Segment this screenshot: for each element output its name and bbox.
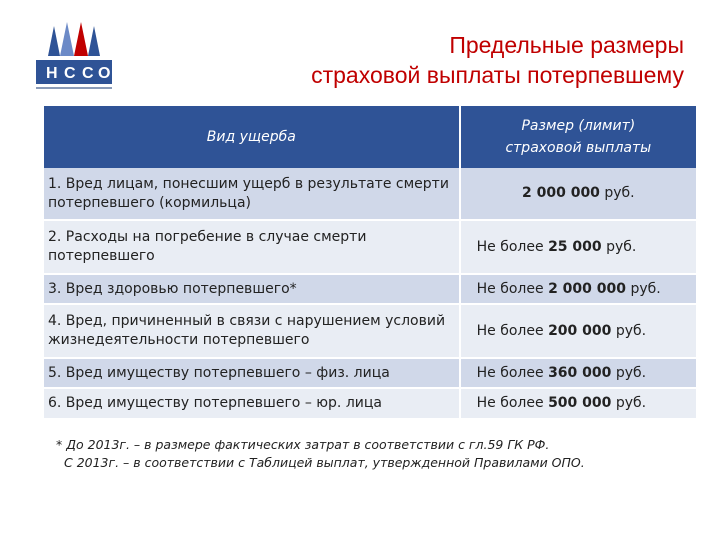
- table-row: [44, 304, 696, 358]
- table-row: [44, 168, 696, 220]
- amount-prefix: Не более: [476, 322, 549, 339]
- amount-suffix: руб.: [611, 322, 647, 339]
- footnote: [56, 436, 585, 472]
- table-row: [44, 388, 696, 418]
- row-label: 3. Вред здоровью потерпевшего*: [44, 274, 460, 304]
- footnote-line2: С 2013г. – в соответствии с Таблицей выплат, утвержденной Правилами ОПО.: [64, 455, 585, 470]
- page-title: [311, 30, 684, 90]
- row-label: 2. Расходы на погребение в случае смерти потерпевшего: [44, 220, 460, 274]
- amount-prefix: Не более: [476, 280, 549, 297]
- header-payout-limit: [460, 106, 696, 168]
- amount-value: 2 000 000: [521, 185, 600, 201]
- amount-suffix: руб.: [611, 395, 647, 411]
- row-amount: [460, 220, 696, 274]
- amount-value: 200 000: [548, 322, 612, 339]
- header-payout-limit-line2: страховой выплаты: [505, 140, 652, 156]
- row-label: 1. Вред лицам, понесшим ущерб в результате смерти потерпевшего (кормильца): [44, 168, 460, 220]
- amount-value: 360 000: [548, 364, 612, 381]
- logo-letter: Н: [46, 65, 58, 82]
- row-amount: [460, 274, 696, 304]
- amount-value: 500 000: [548, 395, 612, 411]
- table-row: [44, 274, 696, 304]
- row-label: 4. Вред, причиненный в связи с нарушением условий жизнедеятельности потерпевшего: [44, 304, 460, 358]
- amount-suffix: руб.: [611, 364, 647, 381]
- payout-limits-table: [44, 106, 696, 418]
- amount-value: 2 000 000: [548, 280, 626, 297]
- header-payout-limit-line1: Размер (лимит): [521, 118, 636, 134]
- amount-prefix: Не более: [476, 238, 549, 255]
- row-amount: [460, 168, 696, 220]
- footnote-line1: * До 2013г. – в размере фактических затрат в соответствии с гл.59 ГК РФ.: [56, 437, 550, 452]
- row-amount: [460, 388, 696, 418]
- logo-letter: С: [82, 65, 94, 82]
- row-amount: [460, 358, 696, 388]
- header-damage-type: Вид ущерба: [44, 106, 460, 168]
- nsso-logo-icon: [30, 20, 118, 92]
- amount-suffix: руб.: [626, 280, 661, 297]
- amount-value: 25 000: [548, 238, 602, 255]
- table-row: [44, 220, 696, 274]
- amount-prefix: Не более: [476, 364, 549, 381]
- row-label: 5. Вред имуществу потерпевшего – физ. лица: [44, 358, 460, 388]
- table-row: [44, 358, 696, 388]
- page-title-line1: Предельные размеры: [449, 32, 684, 58]
- table-header-row: [44, 106, 696, 168]
- row-label: 6. Вред имуществу потерпевшего – юр. лица: [44, 388, 460, 418]
- amount-prefix: Не более: [476, 395, 549, 411]
- amount-suffix: руб.: [601, 238, 637, 255]
- amount-suffix: руб.: [599, 185, 635, 201]
- logo-letter: О: [98, 65, 111, 82]
- logo-letter: С: [64, 65, 76, 82]
- row-amount: [460, 304, 696, 358]
- page-title-line2: страховой выплаты потерпевшему: [311, 62, 684, 88]
